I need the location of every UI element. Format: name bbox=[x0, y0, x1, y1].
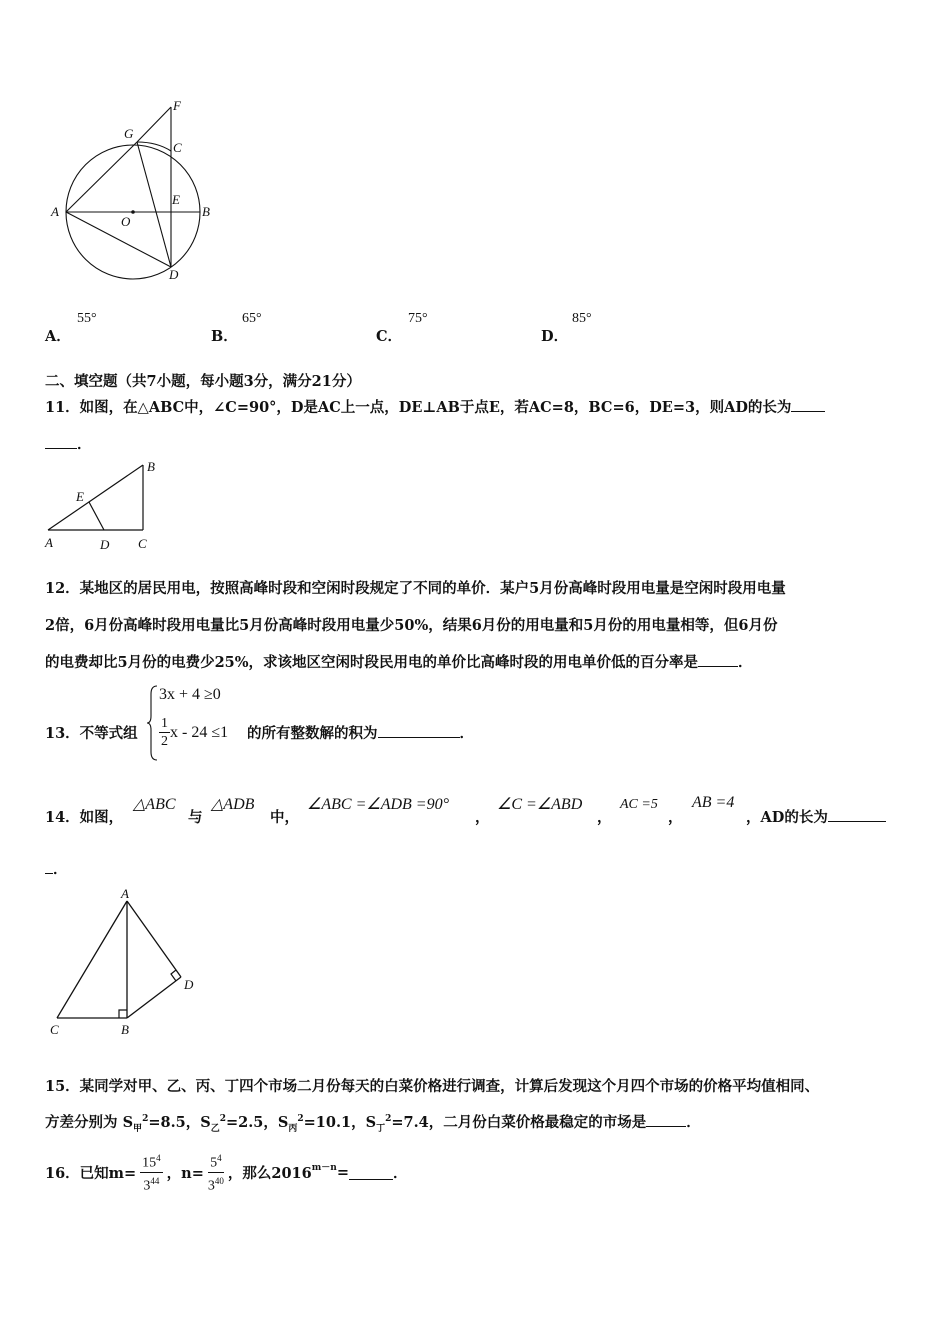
right-angle-b bbox=[119, 1010, 127, 1018]
q14-sep-3: ， bbox=[668, 809, 683, 826]
q14-word-and: 与 bbox=[188, 809, 203, 826]
q11-end: ． bbox=[77, 436, 92, 453]
q14-sep-1: ， bbox=[475, 809, 490, 826]
q15-s-bing: $S_丙^2=10.1$， bbox=[277, 1114, 366, 1134]
q12-answer-blank[interactable] bbox=[698, 652, 738, 667]
q15-answer-blank[interactable] bbox=[646, 1112, 686, 1127]
option-a-value: 55° bbox=[77, 311, 97, 326]
label-b: B bbox=[147, 459, 155, 474]
label-b: B bbox=[121, 1022, 129, 1037]
q14-condition-4: AB =4 bbox=[692, 794, 735, 811]
segment-gc bbox=[137, 142, 171, 151]
q12-line3 bbox=[45, 651, 753, 672]
q16-fraction-n: $\frac{5^4}{3^{40}}$ bbox=[208, 1150, 224, 1194]
q15-line1: 15．某同学对甲、乙、丙、丁四个市场二月份每天的白菜价格进行调查，计算后发现这个月四个市场的价格平均值相同、 bbox=[45, 1078, 820, 1095]
q13-inequality-2 bbox=[159, 715, 228, 750]
option-b-value: 65° bbox=[242, 311, 262, 326]
q12-line1: 12．某地区的居民用电，按照高峰时段和空闲时段规定了不同的单价．某户5月份高峰时段用电量是空闲时段用电量 bbox=[45, 580, 786, 597]
segment-ab bbox=[48, 465, 143, 530]
q16-post: ，那么2016 bbox=[227, 1164, 312, 1182]
q13-answer-blank[interactable] bbox=[378, 723, 460, 738]
label-e: E bbox=[76, 489, 84, 504]
q14-suffix bbox=[746, 806, 886, 827]
option-d-letter: D． bbox=[541, 328, 569, 345]
q11-answer-blank-1[interactable] bbox=[791, 397, 825, 412]
q16-line bbox=[45, 1147, 407, 1197]
label-a: A bbox=[51, 204, 59, 219]
circle-figure bbox=[45, 95, 225, 290]
segment-de bbox=[89, 502, 104, 530]
q14-sep-2: ， bbox=[597, 809, 612, 826]
q14-line2 bbox=[45, 858, 68, 879]
label-e: E bbox=[172, 192, 180, 207]
q14-condition-3: AC =5 bbox=[620, 797, 658, 812]
q14-word-in: 中， bbox=[270, 809, 299, 826]
q14-line1 bbox=[45, 790, 905, 830]
q15-post: 二月份白菜价格最稳定的市场是 bbox=[443, 1114, 647, 1131]
q16-prefix: 16．已知m= bbox=[45, 1164, 137, 1182]
label-d: D bbox=[100, 537, 110, 552]
q11-text bbox=[45, 396, 825, 417]
q15-end: ． bbox=[686, 1114, 701, 1131]
label-b: B bbox=[202, 204, 210, 219]
label-g: G bbox=[124, 126, 134, 141]
label-o: O bbox=[121, 214, 131, 229]
q14-condition-1: ∠ABC =∠ADB =90° bbox=[307, 796, 449, 813]
right-angle-d bbox=[171, 970, 176, 981]
q14-triangle-abc: △ABC bbox=[133, 796, 176, 813]
q14-condition-2: ∠C =∠ABD bbox=[497, 796, 583, 813]
section-heading: 二、填空题（共7小题，每小题3分，满分21分） bbox=[45, 373, 361, 390]
q14-suffix-text: ，AD的长为 bbox=[746, 809, 828, 826]
label-d: D bbox=[184, 977, 194, 992]
q11-line1: 11．如图，在△ABC中，∠C=90°，D是AC上一点，DE⊥AB于点E，若AC=8，BC=6，DE=3，则AD的长为 bbox=[45, 399, 792, 416]
q15-s-ding: $S_丁^2=7.4$， bbox=[365, 1114, 444, 1134]
q13-inequality-1: 3x + 4 ≥0 bbox=[159, 686, 221, 703]
system-brace bbox=[147, 684, 159, 762]
label-a: A bbox=[45, 535, 53, 550]
q16-end: ． bbox=[392, 1164, 408, 1182]
q16-answer-blank[interactable] bbox=[349, 1165, 393, 1180]
label-c: C bbox=[138, 536, 147, 551]
q13-suffix-text: 的所有整数解的积为 bbox=[247, 725, 378, 742]
label-c: C bbox=[50, 1022, 59, 1037]
q12-end: ． bbox=[738, 654, 753, 671]
option-b-letter: B． bbox=[211, 328, 238, 345]
q14-answer-blank-1[interactable] bbox=[828, 807, 886, 822]
q13-ineq2-rest: x - 24 ≤1 bbox=[170, 724, 229, 741]
option-d-value: 85° bbox=[572, 311, 592, 326]
label-c: C bbox=[173, 140, 182, 155]
q16-fraction-m: $\frac{15^4}{3^{44}}$ bbox=[140, 1150, 163, 1194]
option-c-letter: C． bbox=[376, 328, 403, 345]
triangle-figure-q11 bbox=[40, 458, 170, 556]
segment-ca bbox=[57, 901, 127, 1018]
q11-line2 bbox=[45, 433, 92, 454]
label-f: F bbox=[173, 98, 181, 113]
q14-triangle-adb: △ADB bbox=[211, 796, 255, 813]
q13-prefix: 13．不等式组 bbox=[45, 725, 138, 742]
segment-ad bbox=[127, 901, 181, 977]
q13-fraction: $\frac{1}{2}$ bbox=[161, 716, 168, 749]
q11-answer-blank-2[interactable] bbox=[45, 434, 77, 449]
q16-mid: ，n= bbox=[166, 1164, 204, 1182]
q14-answer-blank-2[interactable] bbox=[45, 859, 53, 874]
center-dot bbox=[131, 210, 135, 214]
q15-line2 bbox=[45, 1111, 701, 1134]
q13-suffix bbox=[247, 722, 474, 743]
q14-prefix: 14．如图， bbox=[45, 809, 124, 826]
q16-exponent: m－n bbox=[311, 1162, 337, 1173]
q13-end: ． bbox=[459, 725, 474, 742]
q15-s-yi: $S_乙^2=2.5$， bbox=[200, 1114, 278, 1134]
label-d: D bbox=[169, 267, 179, 282]
option-c-value: 75° bbox=[408, 311, 428, 326]
q15-pre: 方差分别为 bbox=[45, 1114, 118, 1131]
q10-options bbox=[45, 310, 745, 350]
q12-line2: 2倍，6月份高峰时段用电量比5月份高峰时段用电量少50%，结果6月份的用电量和5月份的用电量相等，但6月份 bbox=[45, 617, 778, 634]
triangle-figure-q14 bbox=[45, 885, 205, 1040]
segment-ad bbox=[66, 212, 171, 267]
q12-line3-text: 的电费却比5月份的电费少25%，求该地区空闲时段民用电的单价比高峰时段的用电单价低的百分率是 bbox=[45, 654, 699, 671]
q14-end: ． bbox=[53, 861, 68, 878]
segment-gd bbox=[137, 142, 171, 267]
label-a: A bbox=[121, 886, 129, 901]
segment-gf bbox=[137, 107, 171, 142]
q15-s-jia: $S_甲^2=8.5$， bbox=[122, 1114, 201, 1134]
segment-bd bbox=[127, 977, 181, 1018]
option-a-letter: A． bbox=[45, 328, 71, 345]
q16-tail: = bbox=[336, 1163, 349, 1181]
